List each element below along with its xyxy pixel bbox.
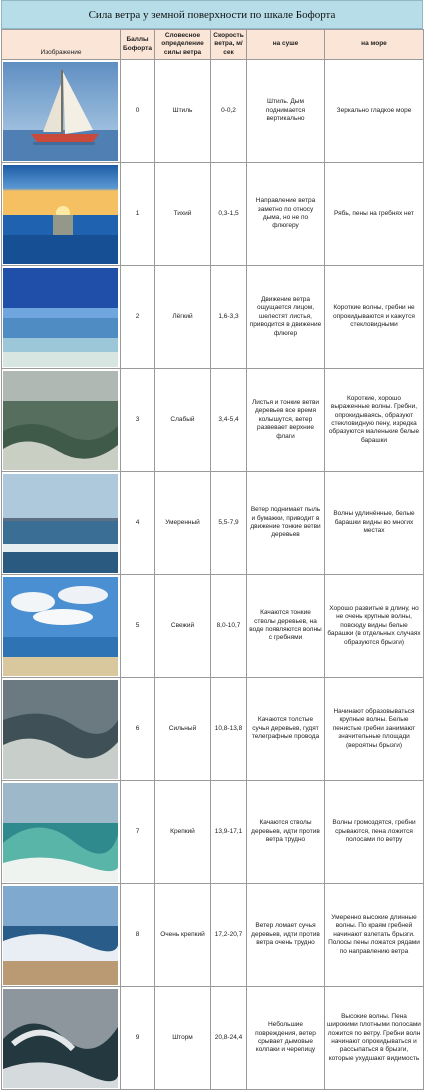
land-cell: Качаются тонкие стволы деревьев, на воде появляются волны с гребнями [247, 575, 325, 678]
sea-photo [3, 577, 118, 676]
land-cell: Движение ветра ощущается лицом, шелестят листья, приводится в движение флюгер [247, 266, 325, 369]
photo-cell [2, 575, 121, 678]
photo-cell [2, 678, 121, 781]
photo-cell [2, 266, 121, 369]
sea-photo [3, 886, 118, 985]
speed-cell: 13,9-17,1 [211, 781, 247, 884]
land-cell: Качаются толстые сучья деревьев, гудят телеграфные провода [247, 678, 325, 781]
photo-cell [2, 781, 121, 884]
table-row [2, 678, 424, 781]
points-cell: 2 [121, 266, 155, 369]
sea-photo [3, 783, 118, 882]
land-cell: Ветер поднимает пыль и бумажки, приводит в движение тонкие ветви деревьев [247, 472, 325, 575]
speed-cell: 3,4-5,4 [211, 369, 247, 472]
photo-cell [2, 60, 121, 163]
header-land: на суше [247, 30, 325, 60]
verbal-cell: Штиль [155, 60, 211, 163]
header-speed: Скорость ветра, м/сек [211, 30, 247, 60]
header-row [2, 30, 424, 60]
table-row [2, 60, 424, 163]
sea-cell: Волны громоздятся, гребни срываются, пена ложится полосами по ветру [325, 781, 424, 884]
table-row [2, 472, 424, 575]
sea-cell: Начинают образовываться крупные волны. Белые пенистые гребни занимают значительные площади (вероятны брызги) [325, 678, 424, 781]
verbal-cell: Сильный [155, 678, 211, 781]
table-row [2, 884, 424, 987]
points-cell: 1 [121, 163, 155, 266]
photo-cell [2, 163, 121, 266]
sea-cell: Волны удлинённые, белые барашки видны во многих местах [325, 472, 424, 575]
speed-cell: 0,3-1,5 [211, 163, 247, 266]
verbal-cell: Крепкий [155, 781, 211, 884]
speed-cell: 0-0,2 [211, 60, 247, 163]
header-image: Изображение [2, 30, 121, 60]
table-title: Сила ветра у земной поверхности по шкале Бофорта [1, 0, 423, 29]
points-cell: 9 [121, 987, 155, 1090]
photo-cell [2, 369, 121, 472]
sea-cell: Короткие волны, гребни не опрокидываются и кажутся стекловидными [325, 266, 424, 369]
header-verbal: Словесное определение силы ветра [155, 30, 211, 60]
sea-cell: Рябь, пены на гребнях нет [325, 163, 424, 266]
table-row [2, 575, 424, 678]
sea-cell: Зеркально гладкое море [325, 60, 424, 163]
speed-cell: 8,0-10,7 [211, 575, 247, 678]
sea-photo [3, 268, 118, 367]
photo-cell [2, 987, 121, 1090]
beaufort-table [1, 29, 424, 1090]
sea-cell: Хорошо развитые в длину, но не очень крупные волны, повсюду видны белые барашки (в отдельных случаях образуются брызги) [325, 575, 424, 678]
points-cell: 4 [121, 472, 155, 575]
land-cell: Листья и тонкие ветви деревьев все время колышутся, ветер развевает верхние флаги [247, 369, 325, 472]
speed-cell: 5,5-7,9 [211, 472, 247, 575]
header-points: Баллы Бофорта [121, 30, 155, 60]
speed-cell: 20,8-24,4 [211, 987, 247, 1090]
verbal-cell: Лёгкий [155, 266, 211, 369]
points-cell: 6 [121, 678, 155, 781]
land-cell: Направление ветра заметно по относу дыма, но не по флюгеру [247, 163, 325, 266]
header-sea: на море [325, 30, 424, 60]
sea-photo [3, 680, 118, 779]
land-cell: Качаются стволы деревьев, идти против ветра трудно [247, 781, 325, 884]
verbal-cell: Шторм [155, 987, 211, 1090]
verbal-cell: Слабый [155, 369, 211, 472]
points-cell: 8 [121, 884, 155, 987]
land-cell: Небольшие повреждения, ветер срывает дымовые колпаки и черепицу [247, 987, 325, 1090]
speed-cell: 10,8-13,8 [211, 678, 247, 781]
table-row [2, 987, 424, 1090]
table-row [2, 369, 424, 472]
table-row [2, 266, 424, 369]
sea-photo [3, 371, 118, 470]
verbal-cell: Свежий [155, 575, 211, 678]
sea-photo [3, 165, 118, 264]
photo-cell [2, 884, 121, 987]
land-cell: Ветер ломает сучья деревьев, идти против ветра очень трудно [247, 884, 325, 987]
sea-photo [3, 989, 118, 1088]
sea-cell: Высокие волны. Пена широкими плотными полосами ложится по ветру. Гребни волн начинают опрокидываться и рассыпаться в брызги, которые ухудшают видимость [325, 987, 424, 1090]
points-cell: 5 [121, 575, 155, 678]
speed-cell: 17,2-20,7 [211, 884, 247, 987]
photo-cell [2, 472, 121, 575]
verbal-cell: Очень крепкий [155, 884, 211, 987]
points-cell: 3 [121, 369, 155, 472]
verbal-cell: Тихий [155, 163, 211, 266]
verbal-cell: Умеренный [155, 472, 211, 575]
points-cell: 0 [121, 60, 155, 163]
points-cell: 7 [121, 781, 155, 884]
sea-photo [3, 62, 118, 161]
sea-photo [3, 474, 118, 573]
table-row [2, 163, 424, 266]
table-row [2, 781, 424, 884]
sea-cell: Умеренно высокие длинные волны. По краям гребней начинают взлетать брызги. Полосы пены ложатся рядами по направлению ветра [325, 884, 424, 987]
speed-cell: 1,6-3,3 [211, 266, 247, 369]
sea-cell: Короткие, хорошо выраженные волны. Гребни, опрокидываясь, образуют стекловидную пену, изредка образуются маленькие белые барашки [325, 369, 424, 472]
land-cell: Штиль. Дым поднимается вертикально [247, 60, 325, 163]
